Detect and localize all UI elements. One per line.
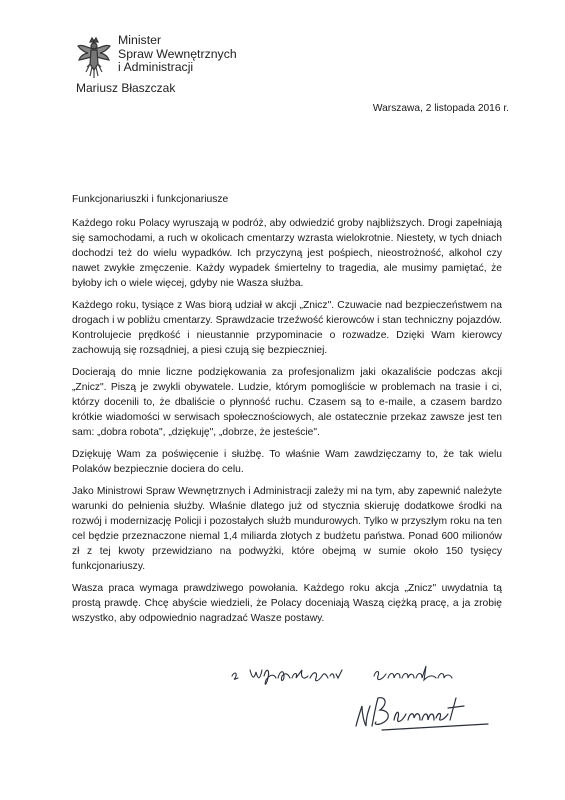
- letter-date: Warszawa, 2 listopada 2016 r.: [372, 103, 509, 114]
- minister-title: [118, 34, 237, 75]
- salutation: Funkcjonariuszki i funkcjonariusze: [72, 194, 229, 205]
- minister-title-line: Minister: [118, 33, 162, 47]
- paragraph: Każdego roku, tysiące z Was biorą udział w akcji „Znicz". Czuwacie nad bezpieczeństwem na drogach i w pobliżu cmentarzy. Sprawdzacie trzeźwość kierowców i stan techniczny pojazdów. Kontrolujecie prędkość i nieustannie przypominacie o rozwadze. Dzięki Wam kierowcy zachowują się rozsądniej, a piesi czują się bezpieczniej.: [72, 300, 502, 356]
- paragraph: Każdego roku Polacy wyruszają w podróż, aby odwiedzić groby najbliższych. Drogi zapełniają się samochodami, a ruch w okolicach cmentarzy wzrasta wielokrotnie. Niestety, w tych dniach dochodzi też do wielu wypadków. Ich przyczyną jest pośpiech, nieostrożność, alkohol czy nawet zwykłe zmęczenie. Każdy wypadek śmiertelny to tragedia, ale musimy pamiętać, że byłoby ich o wiele więcej, gdyby nie Wasza służba.: [72, 218, 502, 289]
- eagle-emblem-icon: [76, 36, 112, 80]
- minister-title-line: i Administracji: [118, 60, 194, 75]
- minister-title-line: Spraw Wewnętrznych: [118, 46, 237, 61]
- minister-name: Mariusz Błaszczak: [76, 81, 176, 95]
- paragraph: Dziękuję Wam za poświęcenie i służbę. To właśnie Wam zawdzięczamy to, że tak wielu Polaków bezpiecznie dociera do celu.: [72, 449, 502, 475]
- paragraph: Docierają do mnie liczne podziękowania za profesjonalizm jaki okazaliście podczas akcji „Znicz". Piszą je zwykli obywatele. Ludzie, którym pomogliście w problemach na trasie i ci, którzy docenili to, że dbaliście o płynność ruchu. Czasem są to e-maile, a czasem bardzo krótkie wiadomości w serwisach społecznościowych, ale ostatecznie przekaz zawsze jest ten sam: „dobra robota", „dziękuję", „dobrze, że jesteście".: [72, 367, 502, 438]
- signature: [352, 690, 492, 736]
- handwritten-closing: [228, 656, 468, 688]
- letter-body: [72, 216, 502, 633]
- letterhead: [76, 34, 376, 96]
- paragraph: Wasza praca wymaga prawdziwego powołania. Każdego roku akcja „Znicz" uwydatnia tą prostą prawdę. Chcę abyście wiedzieli, że Polacy doceniają Waszą ciężką pracę, a ja zrobię wszystko, aby odpowiednio nagradzać Wasze postawy.: [72, 583, 502, 624]
- paragraph: Jako Ministrowi Spraw Wewnętrznych i Administracji zależy mi na tym, aby zapewnić należyte warunki do pełnienia służby. Właśnie dlatego już od stycznia skieruję dodatkowe środki na rozwój i modernizację Policji i pozostałych służb mundurowych. Tylko w przyszłym roku na ten cel będzie przeznaczone niemal 1,4 miliarda złotych z budżetu państwa. Ponad 600 milionów zł z tej kwoty przewidziano na podwyżki, które obejmą w sumie około 150 tysięcy funkcjonariuszy.: [72, 486, 502, 572]
